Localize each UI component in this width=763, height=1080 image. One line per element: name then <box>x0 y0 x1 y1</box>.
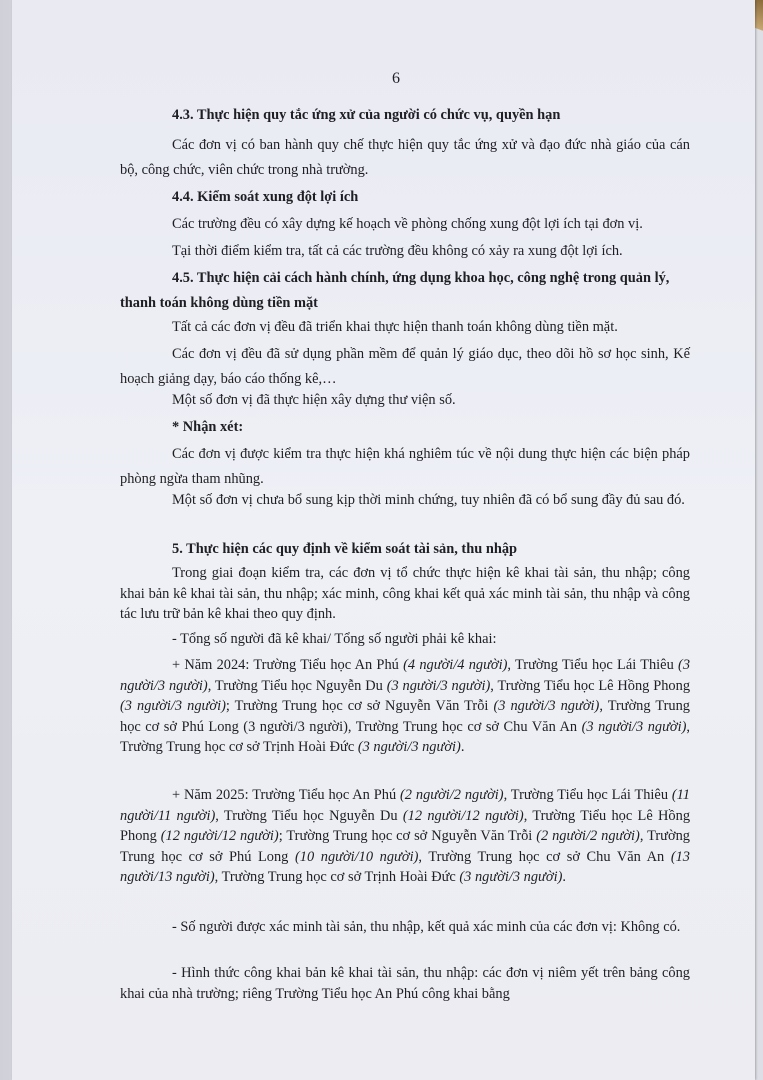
year-2024-item: Trường Tiểu học Lái Thiêu (3 người/3 người), <box>120 657 691 694</box>
paragraph-5-b: - Tổng số người đã kê khai/ Tổng số người phải kê khai: <box>172 631 497 647</box>
paragraph-5-d: - Hình thức công khai bản kê khai tài sản, thu nhập: các đơn vị niêm yết trên bảng công khai của nhà trường; riêng Trường Tiểu học An Phú công khai bằng <box>120 965 690 1002</box>
paragraph-5-c: - Số người được xác minh tài sản, thu nhập, kết quả xác minh của các đơn vị: Không có. <box>172 919 681 935</box>
year-2025-item: Trường Tiểu học Lái Thiêu (11 người/11 người), <box>120 787 691 824</box>
year-2024-item: Trường Tiểu học Lê Hồng Phong (3 người/3 người); <box>120 677 691 714</box>
year-2024-prefix: + Năm 2024: <box>172 657 254 673</box>
paragraph-4-4-b: Tại thời điểm kiểm tra, tất cả các trường đều không có xảy ra xung đột lợi ích. <box>172 243 623 259</box>
paragraph-4-5-c: Một số đơn vị đã thực hiện xây dựng thư viện số. <box>172 392 456 408</box>
heading-5: 5. Thực hiện các quy định về kiểm soát tài sản, thu nhập <box>172 541 518 557</box>
document-page <box>12 0 755 1080</box>
heading-4-5: 4.5. Thực hiện cải cách hành chính, ứng dụng khoa học, công nghệ trong quản lý, thanh toán không dùng tiền mặt <box>120 270 670 311</box>
year-2025-item: Trường Trung học cơ sở Trịnh Hoài Đức (3 người/3 người). <box>221 869 566 885</box>
heading-4-4: 4.4. Kiểm soát xung đột lợi ích <box>172 189 359 205</box>
heading-4-3: 4.3. Thực hiện quy tắc ứng xử của người có chức vụ, quyền hạn <box>172 107 561 123</box>
year-2024-item: Trường Trung học cơ sở Trịnh Hoài Đức (3 người/3 người). <box>120 739 465 755</box>
year-2025-item: Trường Trung học cơ sở Chu Văn An (13 người/13 người), <box>120 848 690 885</box>
year-2025-item: Trường Trung học cơ sở Nguyễn Văn Trỗi (2 người/2 người), <box>286 828 648 844</box>
paragraph-5-a: Trong giai đoạn kiểm tra, các đơn vị tổ chức thực hiện kê khai tài sản, thu nhập; công khai bản kê khai tài sản, thu nhập; xác minh, công khai kết quả xác minh tài sản, thu nhập và công tác lưu trữ bản kê khai theo quy định. <box>120 565 690 622</box>
year-2024-item: Trường Tiểu học An Phú (4 người/4 người), <box>253 657 516 673</box>
year-2024-paragraph <box>120 655 690 758</box>
year-2024-item: Trường Trung học cơ sở Chu Văn An (3 người/3 người), <box>355 718 691 735</box>
year-2025-item: Trường Tiểu học Lê Hồng Phong (12 người/12 người); <box>120 807 691 844</box>
year-2025-prefix: + Năm 2025: <box>172 787 253 803</box>
paragraph-4-4-a: Các trường đều có xây dựng kế hoạch về phòng chống xung đột lợi ích tại đơn vị. <box>172 216 643 232</box>
paragraph-4-5-b: Các đơn vị đều đã sử dụng phần mềm để quản lý giáo dục, theo dõi hồ sơ học sinh, Kế hoạch giảng dạy, báo cáo thống kê,… <box>120 346 690 387</box>
year-2025-item: Trường Tiểu học An Phú (2 người/2 người), <box>252 787 511 803</box>
paragraph-4-3: Các đơn vị có ban hành quy chế thực hiện quy tắc ứng xử và đạo đức nhà giáo của cán bộ, công chức, viên chức trong nhà trường. <box>120 137 690 178</box>
remarks-paragraph-2: Một số đơn vị chưa bổ sung kịp thời minh chứng, tuy nhiên đã có bổ sung đầy đủ sau đó. <box>172 492 685 508</box>
year-2025-item: Trường Trung học cơ sở Phú Long (10 người/10 người), <box>120 828 690 865</box>
year-2024-item: Trường Tiểu học Nguyễn Du (3 người/3 người), <box>214 677 498 694</box>
paragraph-4-5-a: Tất cả các đơn vị đều đã triển khai thực hiện thanh toán không dùng tiền mặt. <box>172 319 618 335</box>
remarks-heading: * Nhận xét: <box>172 419 244 435</box>
page-number: 6 <box>392 70 400 87</box>
year-2025-item: Trường Tiểu học Nguyễn Du (12 người/12 người), <box>223 807 533 824</box>
page-content <box>12 0 755 1080</box>
remarks-paragraph-1: Các đơn vị được kiểm tra thực hiện khá nghiêm túc về nội dung thực hiện các biện pháp phòng ngừa tham nhũng. <box>120 446 690 487</box>
year-2024-item: Trường Trung học cơ sở Nguyễn Văn Trỗi (3 người/3 người), <box>234 698 608 714</box>
year-2024-item: Trường Trung học cơ sở Phú Long (3 người/3 người), <box>120 698 690 735</box>
year-2025-paragraph <box>120 785 690 888</box>
